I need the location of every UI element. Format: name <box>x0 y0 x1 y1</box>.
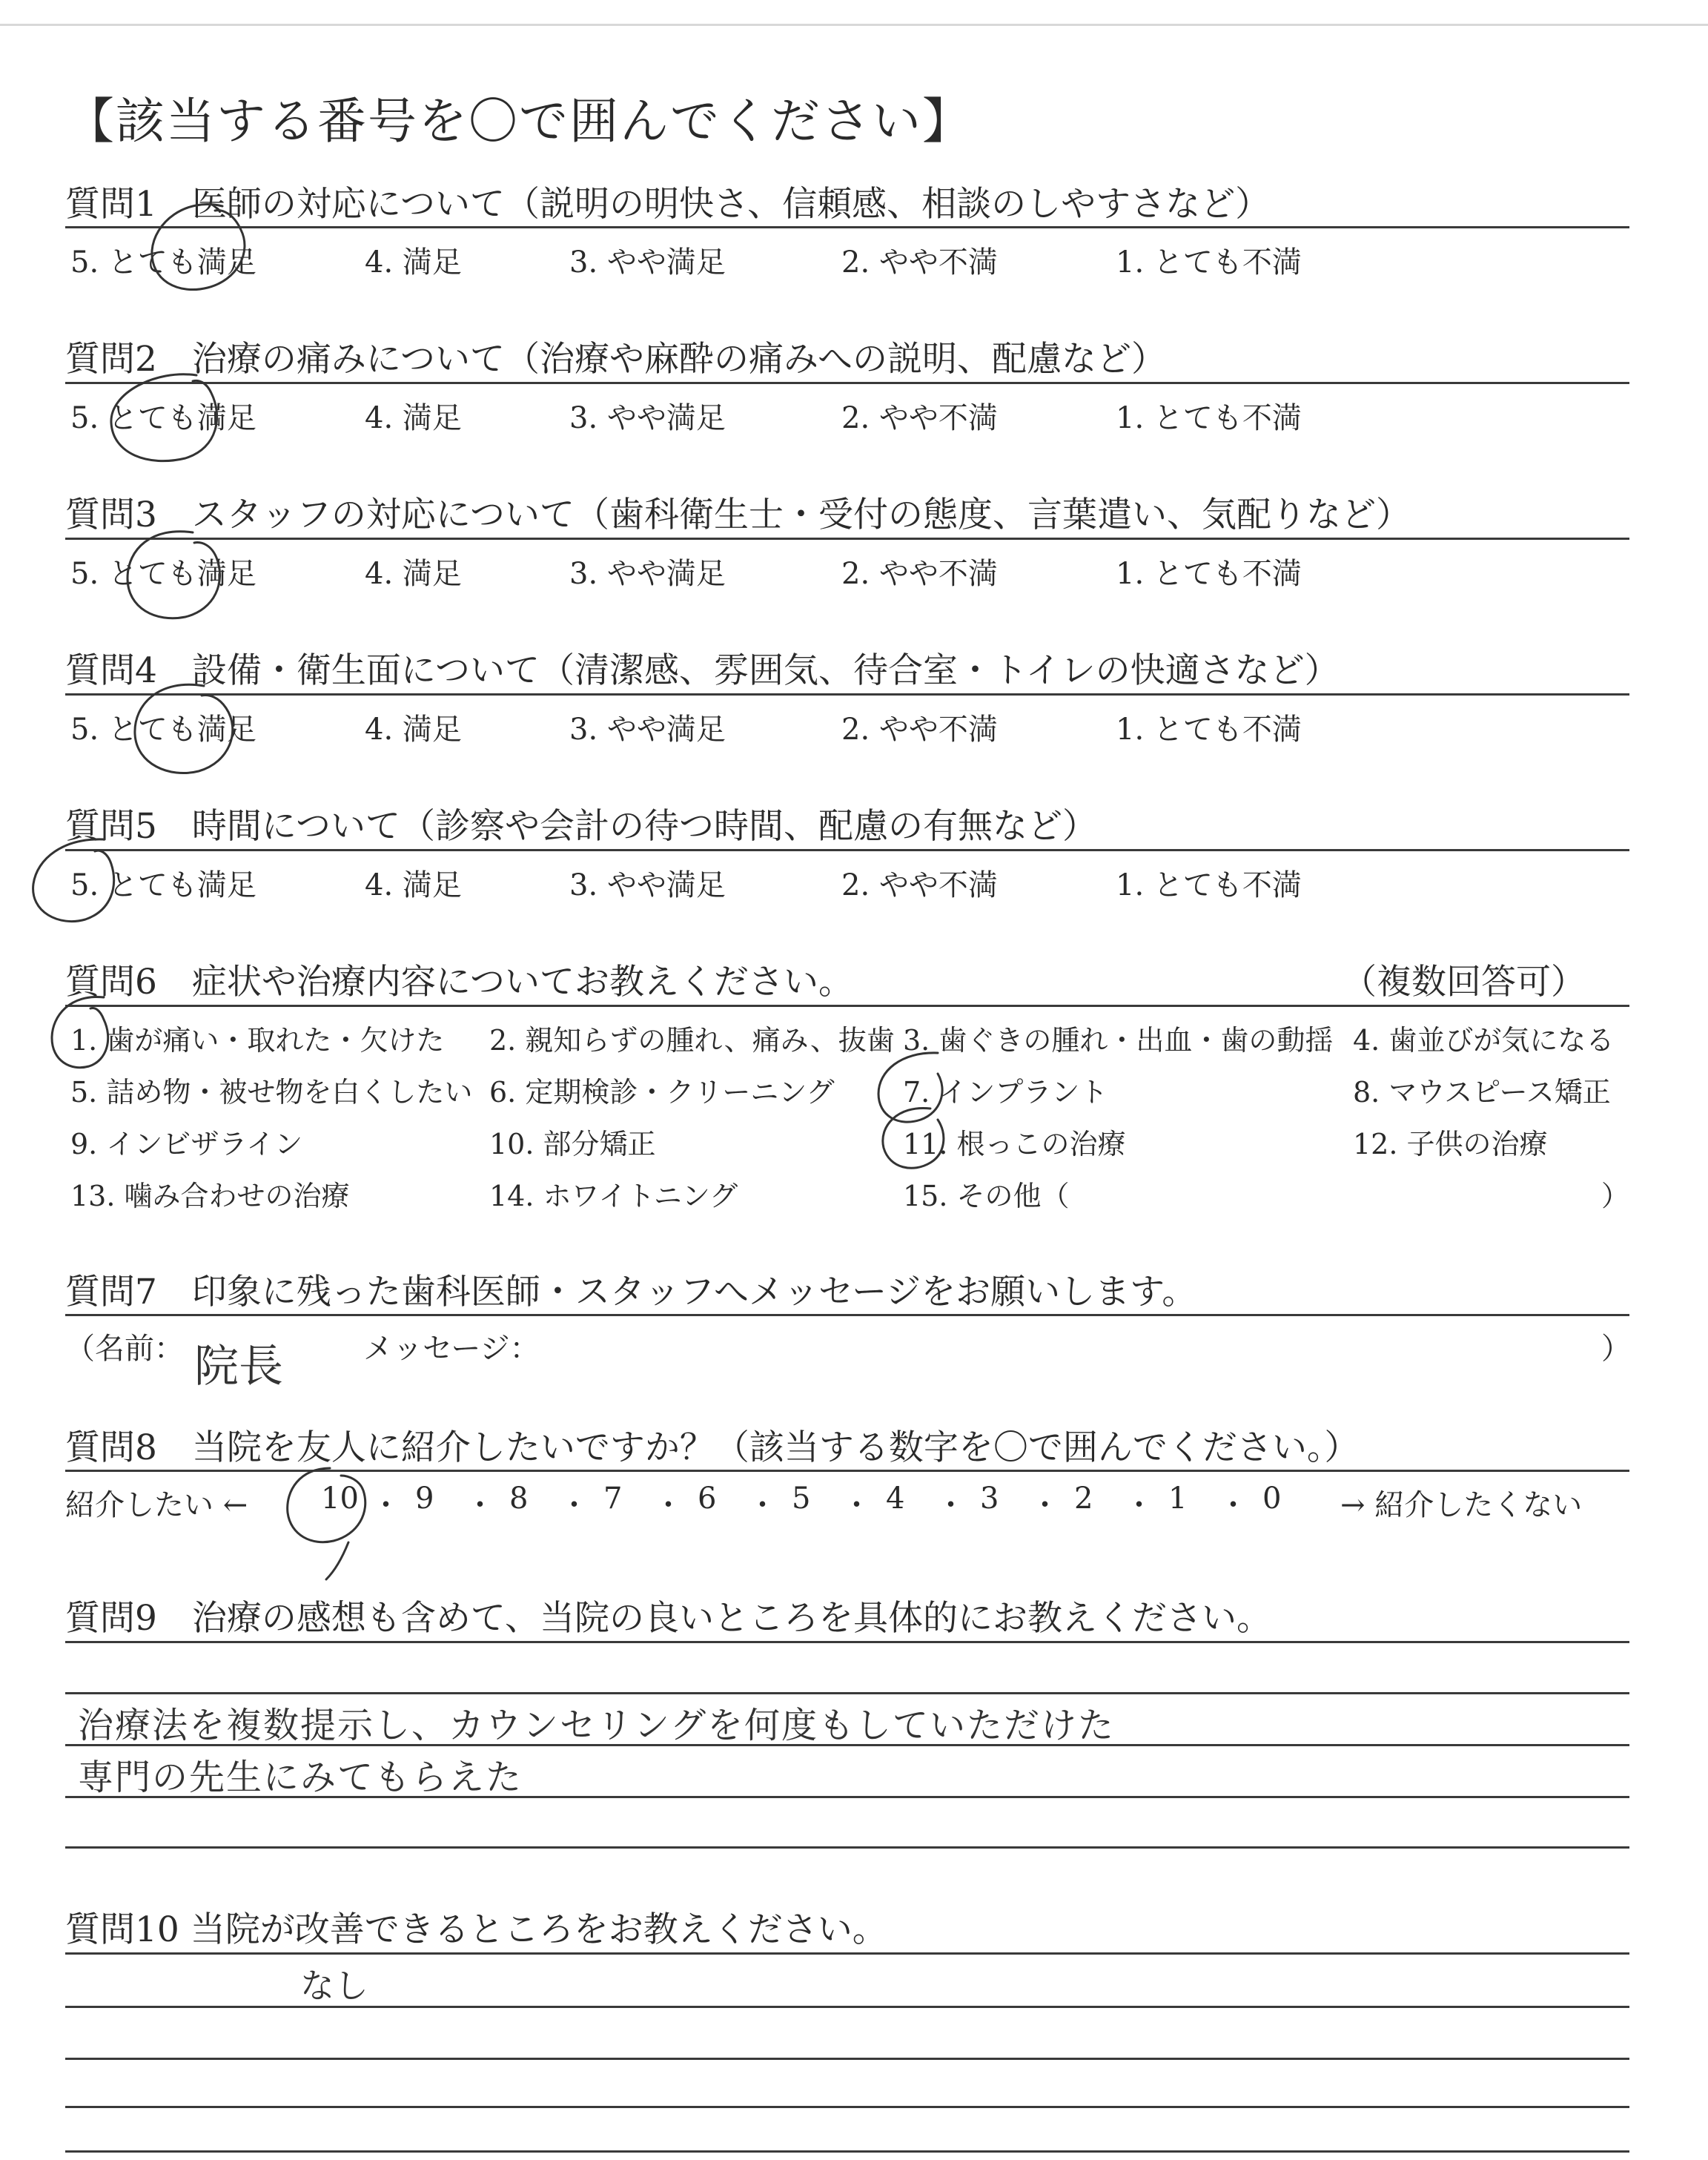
q8-left-label: 紹介したい ← <box>65 1488 248 1522</box>
q1-title: 質問1 医師の対応について（説明の明快さ、信頼感、相談のしやすさなど） <box>65 184 1271 225</box>
q6-option-8[interactable]: 8. マウスピース矯正 <box>1353 1076 1611 1109</box>
q3-title: 質問3 スタッフの対応について（歯科衛生士・受付の態度、言葉遣い、気配りなど） <box>65 495 1411 535</box>
form-header: 【該当する番号を〇で囲んでください】 <box>65 93 973 150</box>
q6-option-13[interactable]: 13. 噛み合わせの治療 <box>70 1180 350 1212</box>
q1-option-1[interactable]: 1. とても不満 <box>1116 245 1302 280</box>
q9-answer-line-2[interactable]: 専門の先生にみてもらえた <box>78 1757 523 1798</box>
q3-option-4[interactable]: 4. 満足 <box>365 557 462 591</box>
q5-option-1[interactable]: 1. とても不満 <box>1116 868 1302 902</box>
q8-scale-2[interactable]: 2 <box>1074 1482 1093 1516</box>
q8-right-label: → 紹介したくない <box>1340 1488 1583 1522</box>
q6-option-1[interactable]: 1. 歯が痛い・取れた・欠けた <box>70 1024 445 1057</box>
q3-option-3[interactable]: 3. やや満足 <box>569 557 726 591</box>
q5-option-3[interactable]: 3. やや満足 <box>569 868 726 902</box>
q8-scale-10[interactable]: 10 <box>321 1482 359 1516</box>
q4-option-1[interactable]: 1. とても不満 <box>1116 713 1302 747</box>
q7-name-label: （名前： <box>65 1332 184 1366</box>
q8-scale-1[interactable]: 1 <box>1168 1482 1188 1516</box>
q6-option-6[interactable]: 6. 定期検診・クリーニング <box>489 1076 835 1109</box>
q4-option-5[interactable]: 5. とても満足 <box>70 713 256 747</box>
q5-rule <box>65 849 1629 851</box>
q8-scale-separator: ・ <box>559 1488 589 1522</box>
q8-rule <box>65 1470 1629 1472</box>
q2-option-4[interactable]: 4. 満足 <box>365 401 462 435</box>
q9-title: 質問9 治療の感想も含めて、当院の良いところを具体的にお教えください。 <box>65 1598 1271 1639</box>
q10-rule-5 <box>65 2150 1629 2153</box>
q8-scale-8[interactable]: 8 <box>509 1482 529 1516</box>
q3-option-5[interactable]: 5. とても満足 <box>70 557 256 591</box>
q10-rule-1 <box>65 1952 1629 1955</box>
q8-scale-separator: ・ <box>747 1488 778 1522</box>
q9-rule-1 <box>65 1641 1629 1643</box>
q6-option-10[interactable]: 10. 部分矯正 <box>489 1128 656 1160</box>
q1-option-2[interactable]: 2. やや不満 <box>841 245 998 280</box>
q6-option-3[interactable]: 3. 歯ぐきの腫れ・出血・歯の動揺 <box>903 1024 1334 1057</box>
q7-message-label: メッセージ： <box>363 1332 540 1366</box>
q6-rule <box>65 1005 1629 1007</box>
q1-rule <box>65 226 1629 228</box>
q3-option-1[interactable]: 1. とても不満 <box>1116 557 1302 591</box>
q4-option-2[interactable]: 2. やや不満 <box>841 713 998 747</box>
q8-scale-6[interactable]: 6 <box>698 1482 717 1516</box>
q6-option-2[interactable]: 2. 親知らずの腫れ、痛み、抜歯 <box>489 1024 895 1057</box>
q9-rule-2 <box>65 1692 1629 1694</box>
q6-title: 質問6 症状や治療内容についてお教えください。 <box>65 962 853 1003</box>
q3-rule <box>65 538 1629 540</box>
q5-option-5[interactable]: 5. とても満足 <box>70 868 256 902</box>
q8-scale-3[interactable]: 3 <box>980 1482 999 1516</box>
q10-answer[interactable]: なし <box>300 1966 368 2006</box>
q8-scale-separator: ・ <box>1124 1488 1154 1522</box>
q7-rule <box>65 1314 1629 1316</box>
q3-option-2[interactable]: 2. やや不満 <box>841 557 998 591</box>
q4-title: 質問4 設備・衛生面について（清潔感、雰囲気、待合室・トイレの快適さなど） <box>65 650 1340 691</box>
q2-option-1[interactable]: 1. とても不満 <box>1116 401 1302 435</box>
q4-option-3[interactable]: 3. やや満足 <box>569 713 726 747</box>
q2-rule <box>65 382 1629 384</box>
q6-option-12[interactable]: 12. 子供の治療 <box>1353 1128 1548 1160</box>
q10-title: 質問10 当院が改善できるところをお教えください。 <box>65 1909 887 1950</box>
q4-option-4[interactable]: 4. 満足 <box>365 713 462 747</box>
q6-option-7[interactable]: 7. インプラント <box>903 1076 1108 1109</box>
q1-option-3[interactable]: 3. やや満足 <box>569 245 726 280</box>
q6-option-9[interactable]: 9. インビザライン <box>70 1128 303 1160</box>
q8-scale-separator: ・ <box>1218 1488 1248 1522</box>
q8-scale-separator: ・ <box>371 1488 401 1522</box>
q8-scale-5[interactable]: 5 <box>792 1482 811 1516</box>
q1-option-4[interactable]: 4. 満足 <box>365 245 462 280</box>
q2-option-5[interactable]: 5. とても満足 <box>70 401 256 435</box>
q6-option-11[interactable]: 11. 根っこの治療 <box>903 1128 1126 1160</box>
q7-name-value[interactable]: 院長 <box>194 1341 283 1393</box>
q8-scale-separator: ・ <box>653 1488 683 1522</box>
q8-scale-separator: ・ <box>841 1488 872 1522</box>
q9-answer-line-1[interactable]: 治療法を複数提示し、カウンセリングを何度もしていただけた <box>78 1705 1116 1746</box>
q2-title: 質問2 治療の痛みについて（治療や麻酔の痛みへの説明、配慮など） <box>65 339 1167 380</box>
q4-rule <box>65 693 1629 696</box>
q10-rule-4 <box>65 2106 1629 2108</box>
q9-rule-5 <box>65 1846 1629 1849</box>
q5-option-2[interactable]: 2. やや不満 <box>841 868 998 902</box>
q6-option-14[interactable]: 14. ホワイトニング <box>489 1180 738 1212</box>
q1-option-5[interactable]: 5. とても満足 <box>70 245 256 280</box>
q7-title: 質問7 印象に残った歯科医師・スタッフへメッセージをお願いします。 <box>65 1272 1197 1312</box>
q8-scale-separator: ・ <box>1030 1488 1060 1522</box>
q8-scale-separator: ・ <box>936 1488 966 1522</box>
q8-title: 質問8 当院を友人に紹介したいですか？（該当する数字を〇で囲んでください。） <box>65 1427 1360 1468</box>
q8-scale-separator: ・ <box>465 1488 495 1522</box>
q6-multiple-note: （複数回答可） <box>1342 962 1586 1003</box>
q7-close-paren: ） <box>1601 1332 1631 1366</box>
q6-other-close-paren: ） <box>1601 1180 1630 1212</box>
q8-scale-4[interactable]: 4 <box>886 1482 905 1516</box>
q6-option-4[interactable]: 4. 歯並びが気になる <box>1353 1024 1615 1057</box>
q6-option-15[interactable]: 15. その他（ <box>903 1180 1070 1212</box>
q2-option-3[interactable]: 3. やや満足 <box>569 401 726 435</box>
q8-scale-7[interactable]: 7 <box>603 1482 623 1516</box>
q6-option-5[interactable]: 5. 詰め物・被せ物を白くしたい <box>70 1076 473 1109</box>
q8-scale-9[interactable]: 9 <box>415 1482 434 1516</box>
q8-scale-0[interactable]: 0 <box>1262 1482 1282 1516</box>
q5-title: 質問5 時間について（診察や会計の待つ時間、配慮の有無など） <box>65 806 1097 847</box>
q2-option-2[interactable]: 2. やや不満 <box>841 401 998 435</box>
page-top-edge <box>0 24 1708 26</box>
q10-rule-3 <box>65 2058 1629 2060</box>
q5-option-4[interactable]: 4. 満足 <box>365 868 462 902</box>
